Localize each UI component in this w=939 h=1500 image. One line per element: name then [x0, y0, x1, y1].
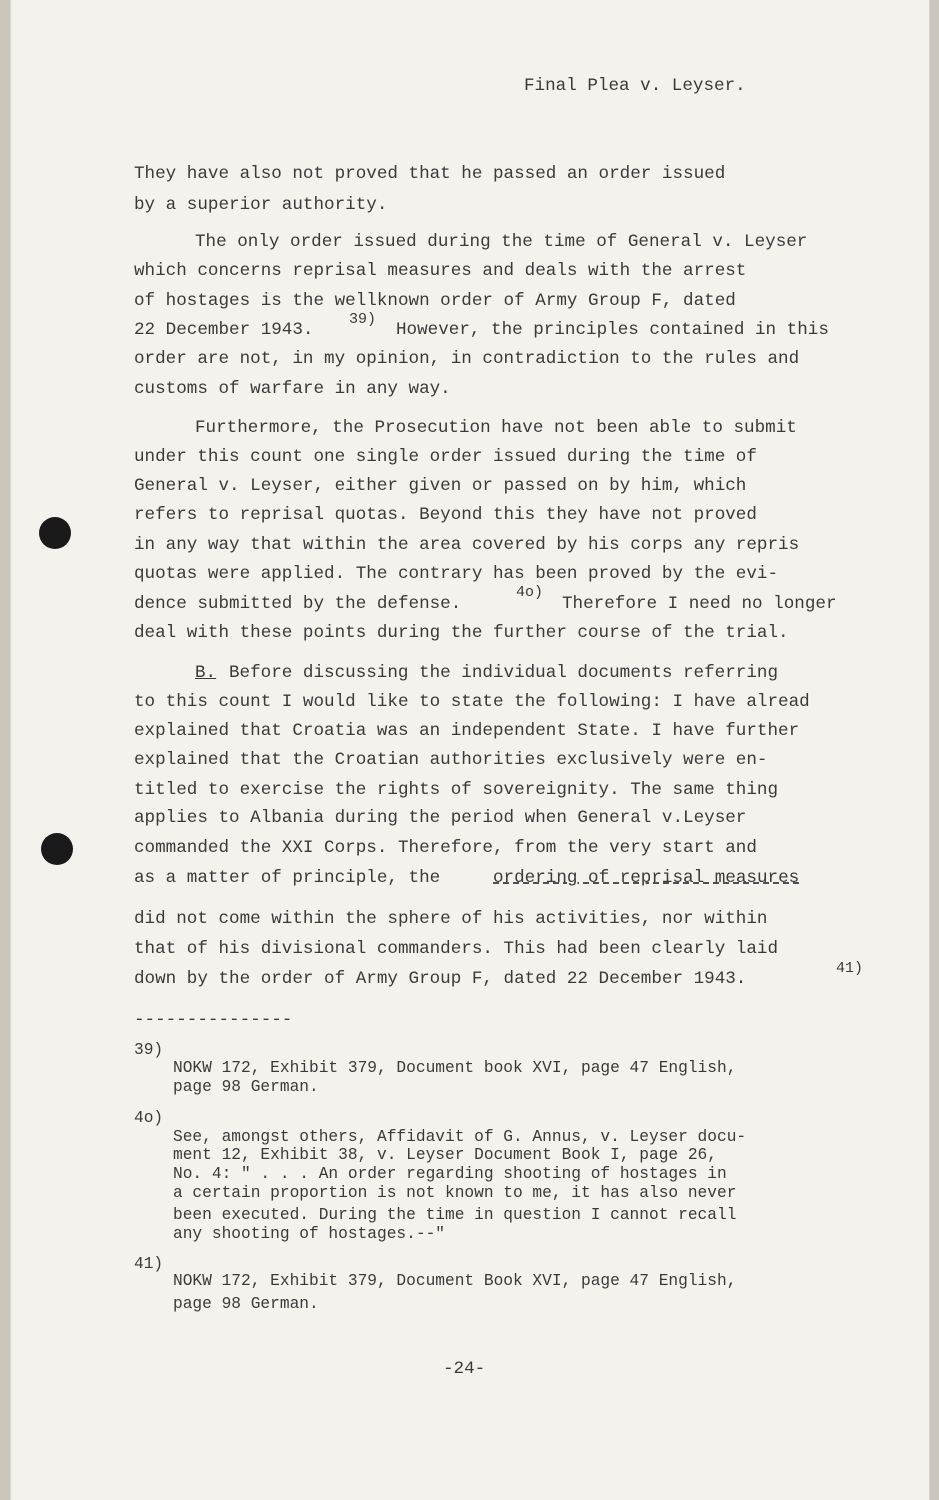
document-page	[10, 0, 930, 1500]
body-line: in any way that within the area covered by his corps any repris	[134, 535, 800, 555]
body-line: of hostages is the wellknown order of Army Group F, dated	[134, 291, 736, 311]
body-line: titled to exercise the rights of sovereignity. The same thing	[134, 780, 779, 800]
punch-hole	[39, 517, 71, 549]
body-line: General v. Leyser, either given or passed on by him, which	[134, 476, 747, 496]
body-line: as a matter of principle, the	[134, 868, 441, 888]
body-line: down by the order of Army Group F, dated 22 December 1943.	[134, 969, 747, 989]
body-line: quotas were applied. The contrary has been proved by the evi-	[134, 564, 779, 584]
footnote-ref-39: 39)	[349, 311, 377, 328]
body-line: dence submitted by the defense.	[134, 594, 462, 614]
page-number: -24-	[443, 1359, 486, 1379]
body-line: to this count I would like to state the following: I have alread	[134, 692, 810, 712]
footnote-mark: 4o)	[134, 1109, 164, 1127]
body-line: that of his divisional commanders. This had been clearly laid	[134, 939, 779, 959]
body-line: customs of warfare in any way.	[134, 379, 451, 399]
footnote-line: any shooting of hostages.--"	[173, 1225, 445, 1243]
body-line: refers to reprisal quotas. Beyond this they have not proved	[134, 505, 757, 525]
section-label: B.	[195, 663, 217, 683]
body-line: Before discussing the individual documents referring	[229, 663, 779, 683]
footnote-mark: 41)	[134, 1255, 164, 1273]
footnote-line: page 98 German.	[173, 1295, 319, 1313]
body-line: order are not, in my opinion, in contradiction to the rules and	[134, 349, 800, 369]
body-line: They have also not proved that he passed an order issued	[134, 164, 726, 184]
footnote-line: No. 4: " . . . An order regarding shooting of hostages in	[173, 1165, 727, 1183]
body-line: which concerns reprisal measures and deals with the arrest	[134, 261, 747, 281]
body-line: Furthermore, the Prosecution have not been able to submit	[195, 418, 797, 438]
body-line: applies to Albania during the period when General v.Leyser	[134, 808, 747, 828]
footnote-mark: 39)	[134, 1041, 164, 1059]
body-line: deal with these points during the further course of the trial.	[134, 623, 789, 643]
body-line: Therefore I need no longer	[562, 594, 837, 614]
body-line: did not come within the sphere of his activities, nor within	[134, 909, 768, 929]
footnote-ref-41: 41)	[836, 960, 864, 977]
footnote-line: ment 12, Exhibit 38, v. Leyser Document Book I, page 26,	[173, 1146, 717, 1164]
page-header-title: Final Plea v. Leyser.	[524, 76, 746, 96]
body-line: However, the principles contained in this	[396, 320, 829, 340]
footnote-line: NOKW 172, Exhibit 379, Document book XVI, page 47 English,	[173, 1059, 737, 1077]
footnote-ref-40: 4o)	[516, 584, 544, 601]
body-line: by a superior authority.	[134, 195, 388, 215]
body-line: explained that Croatia was an independent State. I have further	[134, 721, 800, 741]
body-line: under this count one single order issued during the time of	[134, 447, 757, 467]
footnote-line: See, amongst others, Affidavit of G. Annus, v. Leyser docu-	[173, 1128, 747, 1146]
footnote-separator: ---------------	[134, 1010, 293, 1030]
footnote-line: a certain proportion is not known to me, it has also never	[173, 1184, 737, 1202]
body-line: The only order issued during the time of General v. Leyser	[195, 232, 808, 252]
body-line: 22 December 1943.	[134, 320, 314, 340]
punch-hole	[41, 833, 73, 865]
footnote-line: page 98 German.	[173, 1078, 319, 1096]
footnote-line: NOKW 172, Exhibit 379, Document Book XVI, page 47 English,	[173, 1272, 737, 1290]
body-line: explained that the Croatian authorities exclusively were en-	[134, 750, 768, 770]
emphasized-phrase: ordering of reprisal measures	[493, 868, 800, 888]
footnote-line: been executed. During the time in question I cannot recall	[173, 1206, 737, 1224]
body-line: commanded the XXI Corps. Therefore, from the very start and	[134, 838, 757, 858]
